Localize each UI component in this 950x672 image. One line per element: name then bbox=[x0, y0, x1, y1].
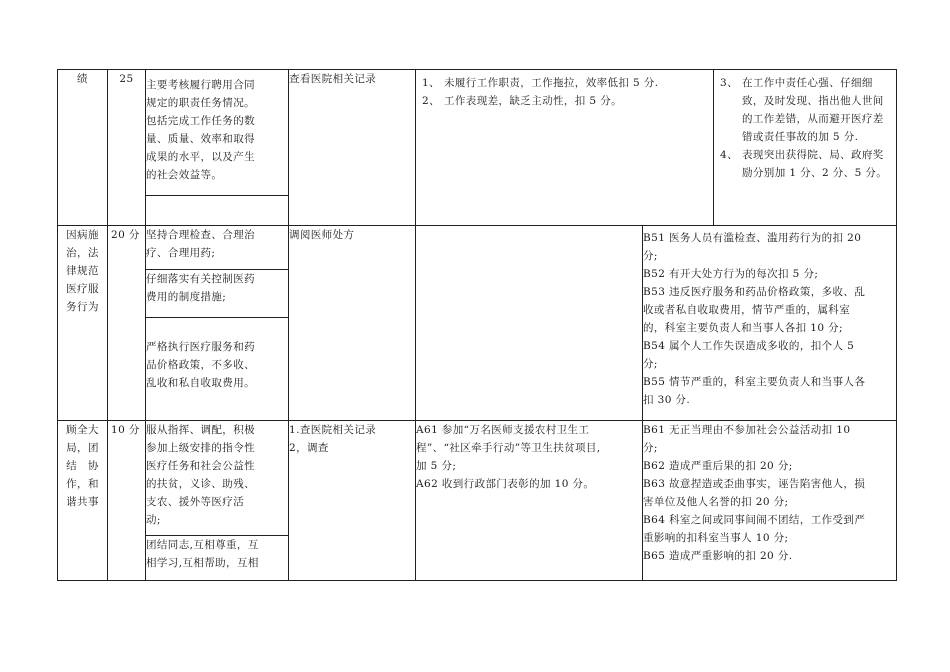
item-number: 1、 bbox=[422, 77, 440, 89]
item-line: 作，和 bbox=[66, 478, 99, 490]
method-line: 1.查医院相关记录 bbox=[289, 424, 377, 436]
table-row bbox=[58, 70, 897, 196]
list-item bbox=[416, 475, 642, 493]
content-cell bbox=[146, 318, 289, 421]
item-line: 医疗服 bbox=[66, 283, 99, 295]
item-line: 分; bbox=[643, 358, 658, 370]
deduct-cell bbox=[643, 226, 897, 421]
content-line: 医疗任务和社会公益性 bbox=[146, 460, 255, 472]
item-number: 2、 bbox=[422, 95, 440, 107]
item-line: 的，科室主要负责人和当事人各扣 10 分; bbox=[643, 322, 843, 334]
item-number: 4、 bbox=[720, 149, 738, 161]
method-text: 查看医院相关记录 bbox=[289, 73, 377, 85]
table-row bbox=[58, 226, 897, 270]
content-line: 动; bbox=[146, 514, 161, 526]
content-line: 的社会效益等。 bbox=[146, 169, 223, 181]
item-line: 局，团 bbox=[66, 442, 99, 454]
criteria-cell bbox=[416, 70, 897, 226]
item-line: B55 情节严重的，科室主要负责人和当事人各 bbox=[643, 376, 866, 388]
item-line: 程”、“社区牵手行动”等卫生扶贫项目, bbox=[416, 442, 601, 454]
score-label: 20 分 bbox=[111, 229, 140, 241]
score-cell bbox=[108, 70, 146, 226]
item-cell bbox=[58, 70, 108, 226]
item-line: B51 医务人员有滥检查、滥用药行为的扣 20 bbox=[643, 232, 862, 244]
item-text: 在工作中责任心强、仔细细致，及时发现、指出他人世间的工作差错，从而避开医疗差错或责任事故的加 5 分. bbox=[742, 77, 884, 143]
item-line: 务行为 bbox=[66, 301, 99, 313]
list-item bbox=[643, 337, 896, 373]
list-item bbox=[422, 74, 707, 92]
content-line: 服从指挥、调配，积极 bbox=[146, 424, 255, 436]
content-cell bbox=[146, 270, 289, 318]
content-line: 严格执行医疗服务和药 bbox=[146, 341, 255, 353]
content-line: 疗、合理用药; bbox=[146, 247, 216, 259]
content-line: 相学习,互相帮助，互相 bbox=[146, 557, 259, 569]
item-line: 重影响的扣科室当事人 10 分; bbox=[643, 532, 789, 544]
item-label: 绩 bbox=[77, 73, 88, 85]
content-line: 包括完成工作任务的数 bbox=[146, 115, 255, 127]
item-line: B52 有开大处方行为的每次扣 5 分; bbox=[643, 268, 819, 280]
list-item bbox=[643, 373, 896, 409]
item-line: 收或者私自收取费用，情节严重的，属科室 bbox=[643, 304, 851, 316]
list-item bbox=[643, 547, 896, 565]
list-item bbox=[720, 74, 892, 146]
content-line: 参加上级安排的指令性 bbox=[146, 442, 255, 454]
item-line: 顾全大 bbox=[66, 424, 99, 436]
item-line: A62 收到行政部门表彰的加 10 分。 bbox=[416, 478, 595, 490]
item-line: B63 故意捏造或歪曲事实，诬告陷害他人，损 bbox=[643, 478, 866, 490]
item-line: A61 参加“万名医师支援农村卫生工 bbox=[416, 424, 590, 436]
method-cell bbox=[289, 226, 416, 421]
list-item bbox=[643, 475, 896, 511]
content-line: 成果的水平，以及产生 bbox=[146, 151, 255, 163]
score-label: 10 分 bbox=[111, 424, 140, 436]
item-line: 治，法 bbox=[66, 247, 99, 259]
item-number: 3、 bbox=[720, 77, 738, 89]
content-cell bbox=[146, 536, 289, 581]
list-item bbox=[643, 229, 896, 265]
score-cell bbox=[108, 226, 146, 421]
list-item bbox=[643, 265, 896, 283]
content-line: 费用的制度措施; bbox=[146, 291, 227, 303]
bonus-list bbox=[713, 70, 896, 225]
item-line: B61 无正当理由不参加社会公益活动扣 10 bbox=[643, 424, 851, 436]
content-cell bbox=[146, 70, 289, 196]
table-row bbox=[58, 421, 897, 536]
item-line: 分; bbox=[643, 250, 658, 262]
method-line: 2，调查 bbox=[289, 442, 329, 454]
list-item bbox=[422, 92, 707, 110]
item-line: B54 属个人工作失误造成多收的，扣个人 5 bbox=[643, 340, 855, 352]
method-cell bbox=[289, 421, 416, 581]
content-line: 乱收和私自收取费用。 bbox=[146, 377, 255, 389]
deduct-list bbox=[416, 70, 713, 225]
item-line: 因病施 bbox=[66, 229, 99, 241]
content-cell bbox=[146, 226, 289, 270]
item-line: 谐共事 bbox=[66, 496, 99, 508]
content-line: 主要考核履行聘用合同 bbox=[146, 79, 255, 91]
list-item bbox=[643, 457, 896, 475]
list-item bbox=[643, 511, 896, 547]
content-line: 的扶贫，义诊、助残、 bbox=[146, 478, 255, 490]
content-line: 量、质量、效率和取得 bbox=[146, 133, 255, 145]
item-line: 分; bbox=[643, 442, 658, 454]
content-line: 团结同志,互相尊重，互 bbox=[146, 539, 259, 551]
method-text: 调阅医师处方 bbox=[289, 229, 355, 241]
method-cell bbox=[289, 70, 416, 226]
score-cell bbox=[108, 421, 146, 581]
content-line: 坚持合理检查、合理治 bbox=[146, 229, 255, 241]
item-text: 表现突出获得院、局、政府奖励分别加 1 分、2 分、5 分。 bbox=[742, 149, 888, 179]
content-line: 支农、援外等医疗活 bbox=[146, 496, 245, 508]
list-item bbox=[643, 283, 896, 337]
item-cell bbox=[58, 421, 108, 581]
item-line: 扣 30 分. bbox=[643, 394, 691, 406]
item-text: 工作表现差，缺乏主动性，扣 5 分。 bbox=[444, 95, 623, 107]
bonus-cell-empty bbox=[416, 226, 643, 421]
content-cell-empty bbox=[146, 196, 289, 226]
list-item bbox=[720, 146, 892, 182]
assessment-table bbox=[57, 69, 897, 581]
score-label: 25 bbox=[119, 73, 134, 85]
item-line: 加 5 分; bbox=[416, 460, 457, 472]
deduct-cell bbox=[643, 421, 897, 581]
item-line: B65 造成严重影响的扣 20 分. bbox=[643, 550, 793, 562]
content-cell bbox=[146, 421, 289, 536]
item-line: B64 科室之间或同事间闹不团结，工作受到严 bbox=[643, 514, 866, 526]
content-line: 品价格政策，不多收、 bbox=[146, 359, 255, 371]
content-line: 规定的职责任务情况。 bbox=[146, 97, 255, 109]
list-item bbox=[416, 421, 642, 475]
list-item bbox=[643, 421, 896, 457]
item-line: 结 协 bbox=[66, 460, 99, 472]
item-line: B53 违反医疗服务和药品价格政策，多收、乱 bbox=[643, 286, 866, 298]
item-line: B62 造成严重后果的扣 20 分; bbox=[643, 460, 793, 472]
item-cell bbox=[58, 226, 108, 421]
item-line: 害单位及他人名誉的扣 20 分; bbox=[643, 496, 789, 508]
content-line: 仔细落实有关控制医药 bbox=[146, 273, 255, 285]
item-line: 律规范 bbox=[66, 265, 99, 277]
bonus-cell bbox=[416, 421, 643, 581]
item-text: 未履行工作职责，工作拖拉，效率低扣 5 分. bbox=[444, 77, 659, 89]
